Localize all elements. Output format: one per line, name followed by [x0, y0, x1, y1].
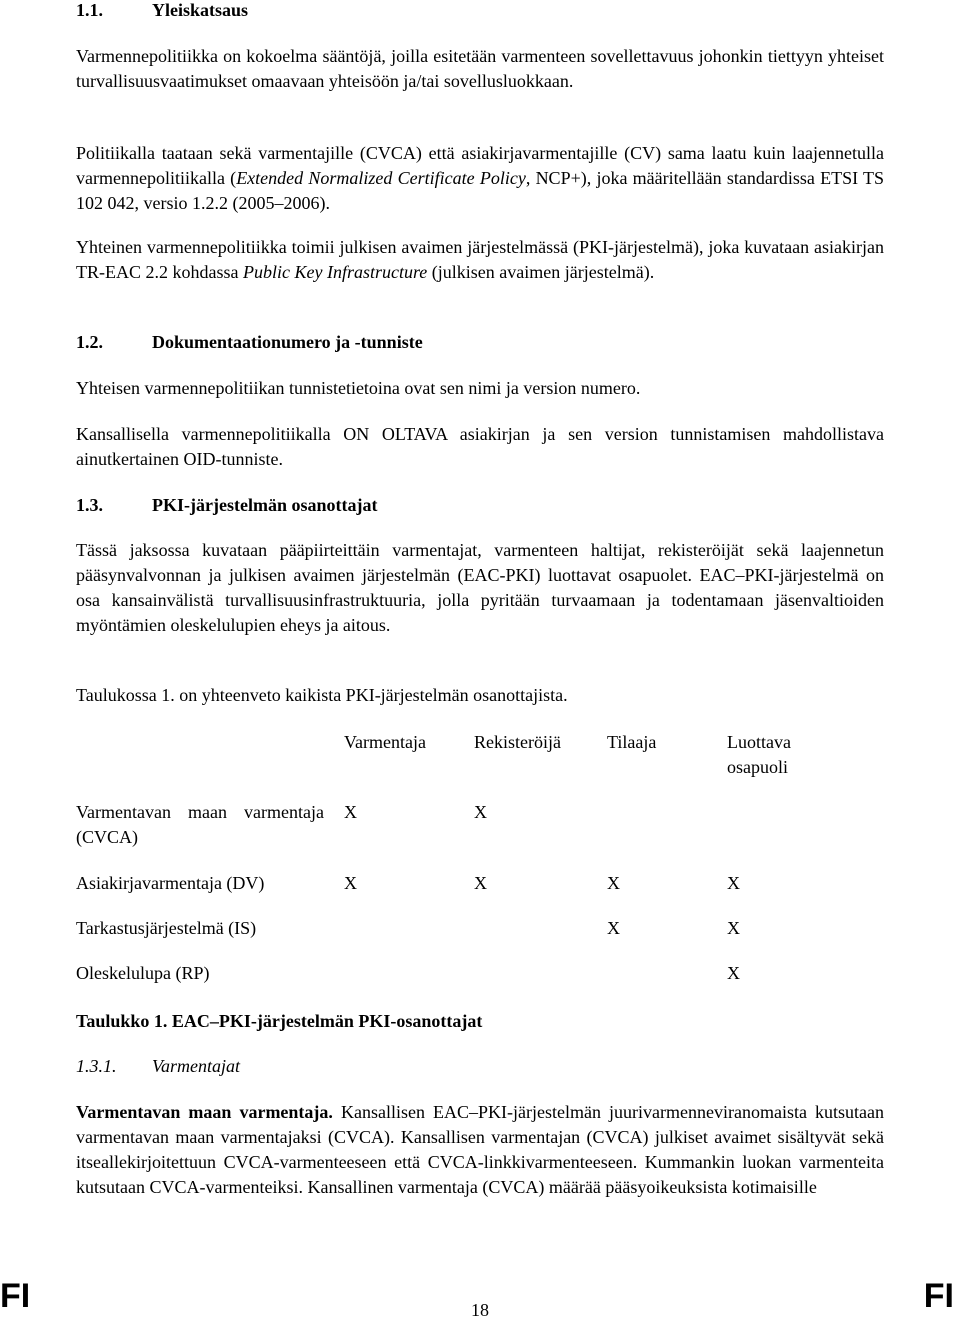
- text-run: Politiikalla taataan sekä varmentajille (CVCA) että asiakirjavarmentajille (CV) sama laatu kuin laajennetulla varmennepolitiikalla (: [76, 143, 884, 188]
- section-title: PKI-järjestelmän osanottajat: [152, 495, 378, 515]
- paragraph-identifiers: Yhteisen varmennepolitiikan tunnistetietoina ovat sen nimi ja version numero.: [76, 378, 641, 398]
- section-number: 1.1.: [76, 0, 103, 20]
- table-caption: Taulukko 1. EAC–PKI-järjestelmän PKI-osanottajat: [76, 1011, 483, 1031]
- table-header: Tilaaja: [607, 732, 657, 752]
- table-header: Rekisteröijä: [474, 732, 561, 752]
- section-title: Yleiskatsaus: [152, 0, 249, 20]
- table-row-label: Oleskelulupa (RP): [76, 963, 210, 983]
- footer-language-right: FI: [923, 1277, 954, 1315]
- table-row-label: Tarkastusjärjestelmä (IS): [76, 918, 257, 938]
- table-cell: X: [727, 873, 740, 893]
- text-run: Kansallisen EAC–PKI-järjestelmän juurivarmenneviranomaista kutsutaan varmentavan maan varmentajaksi (CVCA). Kansallisen varmentajan (CVCA) julkiset avaimet sisältyvät sekä itseallekirjoitettuun CVCA-varmenteeseen että CVCA-linkkivarmenteeseen. Kummankin luokan varmenteita kutsutaan CVCA-varmenteiksi. Kansallinen varmentaja (CVCA) määrää pääsyoikeuksista kotimaisille: [76, 1102, 884, 1197]
- table-cell: X: [474, 802, 487, 822]
- italic-term: Extended Normalized Certificate Policy: [236, 168, 526, 188]
- table-cell: X: [344, 873, 357, 893]
- bold-lead: Varmentavan maan varmentaja.: [76, 1102, 333, 1122]
- table-header: Luottava osapuoli: [727, 732, 791, 777]
- section-number: 1.3.1.: [76, 1056, 117, 1076]
- table-cell: X: [727, 963, 740, 983]
- paragraph-overview-intro: Varmennepolitiikka on kokoelma sääntöjä, joilla esitetään varmenteen sovellettavuus johonkin tiettyyn yhteiset turvallisuusvaatimukset omaavaan yhteisöön ja/tai sovellusluokkaan.: [76, 46, 884, 91]
- paragraph-cvca: [76, 1100, 884, 1200]
- table-row-label: Asiakirjavarmentaja (DV): [76, 873, 265, 893]
- footer-language-left: FI: [0, 1277, 31, 1315]
- table-cell: X: [727, 918, 740, 938]
- table-cell: X: [607, 918, 620, 938]
- section-heading-1-3-1: [76, 1054, 884, 1079]
- paragraph-table-intro: Taulukossa 1. on yhteenveto kaikista PKI-järjestelmän osanottajista.: [76, 685, 568, 705]
- table-cell: X: [474, 873, 487, 893]
- table-cell: X: [607, 873, 620, 893]
- table-row-label: Varmentavan maan varmentaja (CVCA): [76, 802, 324, 847]
- table-header: Varmentaja: [344, 732, 426, 752]
- page-number: 18: [471, 1300, 489, 1320]
- section-number: 1.2.: [76, 332, 103, 352]
- table-cell: X: [344, 802, 357, 822]
- section-title: Varmentajat: [152, 1056, 240, 1076]
- italic-term: Public Key Infrastructure: [242, 262, 428, 282]
- paragraph-oid: Kansallisella varmennepolitiikalla ON OLTAVA asiakirjan ja sen version tunnistamisen mahdollistava ainutkertainen OID-tunniste.: [76, 424, 884, 469]
- paragraph-participants: Tässä jaksossa kuvataan pääpiirteittäin varmentajat, varmenteen haltijat, rekisteröijät sekä laajennetun pääsynvalvonnan ja julkisen avaimen järjestelmän (EAC-PKI) luottavat osapuolet. EAC–PKI-järjestelmä on osa kansainvälistä turvallisuusinfrastruktuuria, jolla pyritään turvaamaan ja todentamaan jäsenvaltioiden myöntämien oleskelulupien eheys ja aitous.: [76, 540, 884, 635]
- section-number: 1.3.: [76, 495, 103, 515]
- text-run: Yhteinen varmennepolitiikka toimii julkisen avaimen järjestelmässä (PKI-järjestelmä), joka kuvataan asiakirjan TR-EAC 2.2 kohdassa: [76, 237, 884, 282]
- section-title: Dokumentaationumero ja -tunniste: [152, 332, 423, 352]
- text-run: (julkisen avaimen järjestelmä).: [427, 262, 655, 282]
- text-run: , NCP+), joka määritellään standardissa ETSI TS 102 042, versio 1.2.2 (2005–2006).: [76, 168, 884, 213]
